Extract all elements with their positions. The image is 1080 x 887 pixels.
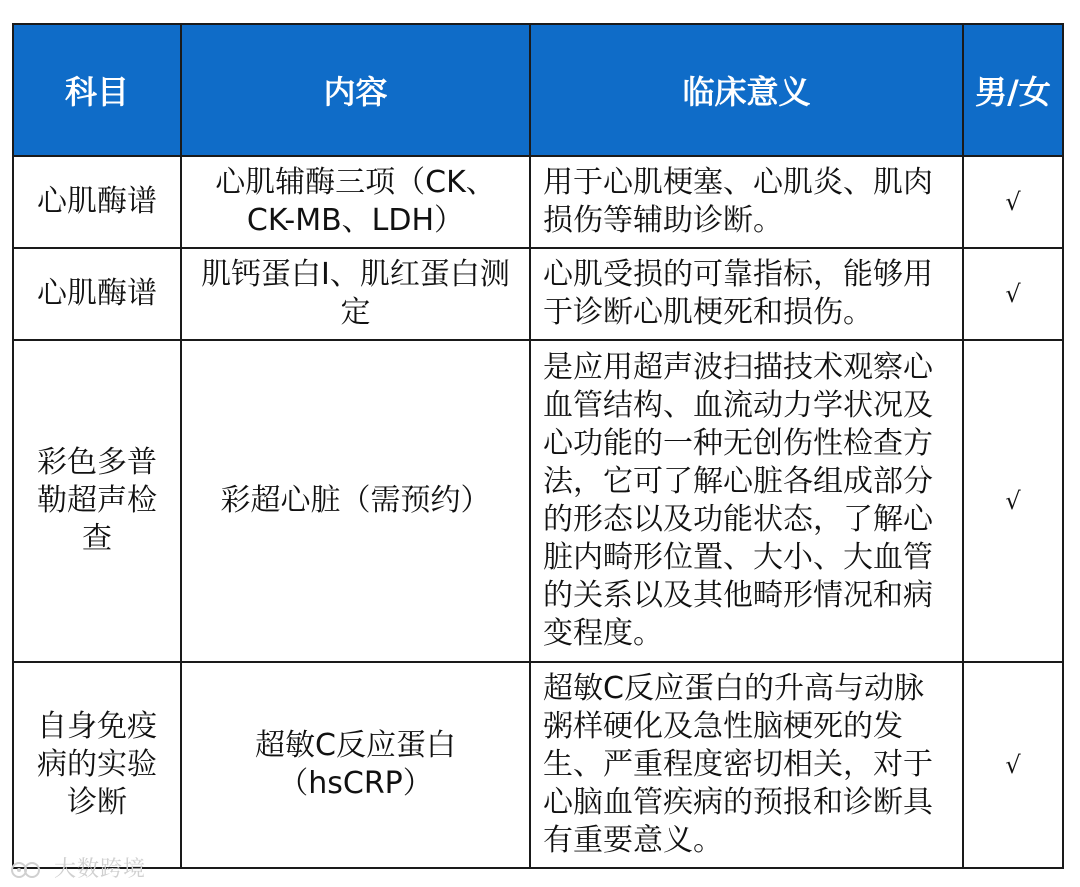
header-subject: 科目 [13,24,181,156]
cell-gender: √ [963,156,1063,248]
watermark-text: 大数跨境 [54,857,147,882]
cell-meaning: 超敏C反应蛋白的升高与动脉粥样硬化及急性脑梗死的发生、严重程度密切相关，对于心脑血管疾病的预报和诊断具有重要意义。 [530,662,963,868]
medical-exam-table [12,23,1064,869]
table-header-row [13,24,1063,156]
cell-content: 肌钙蛋白I、肌红蛋白测定 [181,248,530,340]
cell-content: 心肌辅酶三项（CK、CK-MB、LDH） [181,156,530,248]
cell-gender: √ [963,662,1063,868]
cell-content: 彩超心脏（需预约） [181,340,530,662]
cell-meaning: 心肌受损的可靠指标，能够用于诊断心肌梗死和损伤。 [530,248,963,340]
cell-subject: 心肌酶谱 [13,248,181,340]
cell-subject: 心肌酶谱 [13,156,181,248]
cell-gender: √ [963,340,1063,662]
table-row [13,156,1063,248]
cell-content: 超敏C反应蛋白（hsCRP） [181,662,530,868]
header-content: 内容 [181,24,530,156]
table-row [13,662,1063,868]
cell-gender: √ [963,248,1063,340]
cell-meaning: 用于心肌梗塞、心肌炎、肌肉损伤等辅助诊断。 [530,156,963,248]
table-row [13,340,1063,662]
cell-subject: 彩色多普勒超声检查 [13,340,181,662]
watermark [10,852,146,883]
watermark-logo-icon [10,859,46,881]
header-clinical-meaning: 临床意义 [530,24,963,156]
table-row [13,248,1063,340]
header-gender: 男/女 [963,24,1063,156]
cell-meaning: 是应用超声波扫描技术观察心血管结构、血流动力学状况及心功能的一种无创伤性检查方法，它可了解心脏各组成部分的形态以及功能状态，了解心脏内畸形位置、大小、大血管的关系以及其他畸形情况和病变程度。 [530,340,963,662]
cell-subject: 自身免疫病的实验诊断 [13,662,181,868]
